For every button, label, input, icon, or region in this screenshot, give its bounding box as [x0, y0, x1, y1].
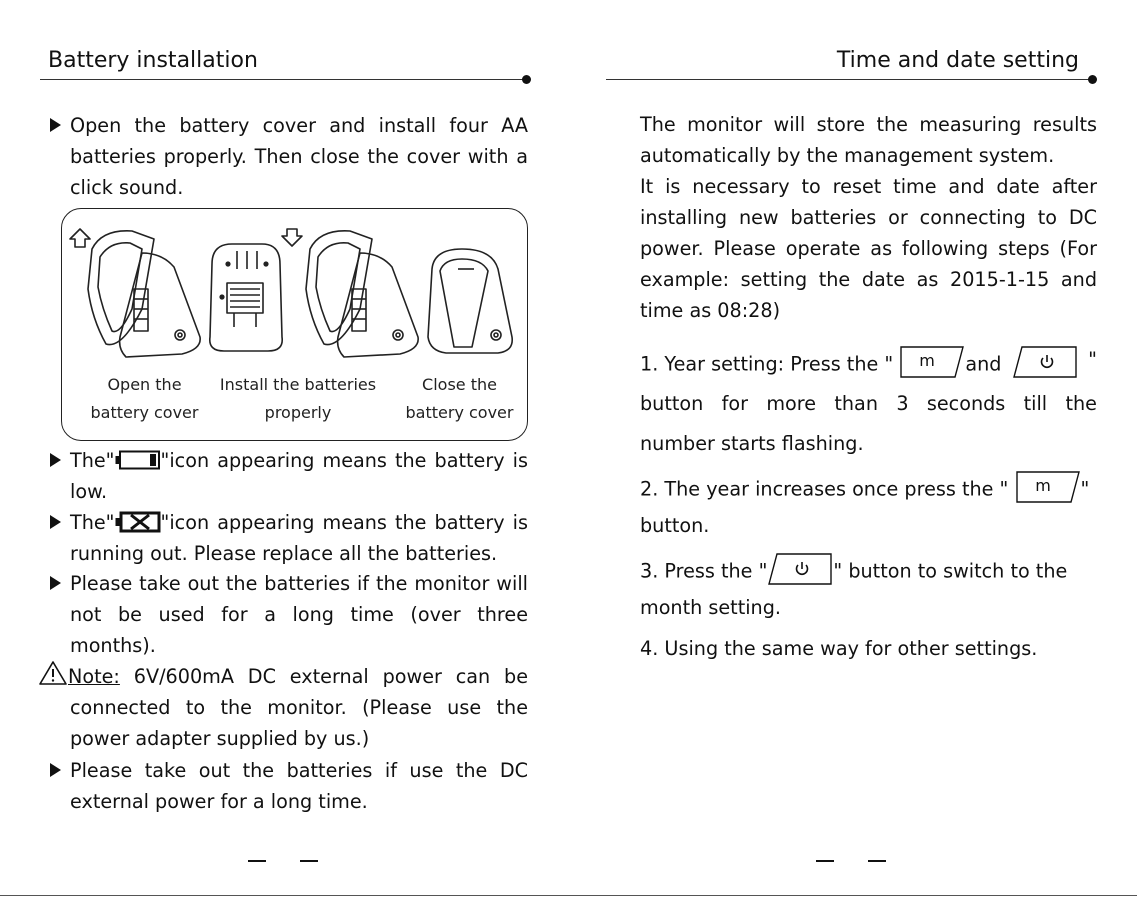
storage-intro-text: The monitor will store the measuring results automatically by the management system.	[640, 113, 1097, 167]
power-icon	[797, 562, 808, 574]
reset-instructions-text: It is necessary to reset time and date after installing new batteries or connecting to DC power. Please operate as following steps (For example: setting the date as 2015-1-15 and time as 08:28)	[640, 175, 1097, 322]
bullet-icon	[50, 515, 61, 529]
step-4-text: 4. Using the same way for other settings.	[640, 637, 1038, 660]
note-body: 6V/600mA DC external power can be connected to the monitor. (Please use the power adapter supplied by us.)	[70, 665, 528, 750]
word: seconds	[926, 392, 1006, 415]
battery-low-icon	[115, 450, 161, 470]
power-key-button	[767, 552, 833, 586]
caption-line: Install the batteries	[219, 375, 377, 394]
step-1-line-2	[640, 392, 1097, 415]
step-2-prefix: 2. The year increases once press the "	[640, 477, 1009, 501]
quote-close: "	[1088, 348, 1097, 371]
battery-installation-title: Battery installation	[48, 48, 258, 73]
battery-empty-icon	[115, 511, 161, 533]
battery-installation-figure	[61, 208, 528, 441]
battery-intro-text: Open the battery cover and install four AA batteries properly. Then close the cover with a click sound.	[70, 114, 528, 199]
caption-line: Open the	[107, 375, 182, 394]
caption-line: battery cover	[90, 403, 199, 422]
m-key-button	[899, 345, 965, 379]
bullet-icon	[50, 763, 61, 777]
battery-empty-description: "icon appearing means the battery is running out. Please replace all the batteries.	[70, 511, 528, 565]
right-page	[580, 0, 1137, 899]
arrow-down-icon	[282, 229, 302, 246]
battery-low-text	[70, 445, 528, 507]
power-key-button	[1012, 345, 1078, 379]
m-key-label: m	[1034, 476, 1051, 495]
caption-line: Close the	[422, 375, 497, 394]
m-key-button	[1015, 470, 1081, 504]
quote-close: "	[1080, 477, 1090, 501]
word: for	[721, 392, 749, 415]
figure-caption-open	[72, 371, 217, 427]
note-label: Note:	[68, 665, 120, 688]
m-key-label: m	[919, 351, 936, 370]
bullet-icon	[50, 453, 61, 467]
caption-line: battery cover	[405, 403, 514, 422]
power-icon	[1041, 355, 1052, 367]
bullet-icon	[50, 118, 61, 132]
word: button	[640, 392, 704, 415]
warning-triangle-icon	[38, 660, 68, 686]
title-rule-dot	[1088, 75, 1097, 84]
step-1-line-1	[640, 348, 1097, 382]
arrow-up-icon	[70, 229, 90, 247]
figure-caption-install	[212, 371, 384, 427]
dc-power-text: Please take out the batteries if use the DC external power for a long time.	[70, 759, 528, 813]
page-number-dash	[868, 860, 886, 862]
step-1-line-3: number starts flashing.	[640, 432, 864, 455]
page-number-dash	[300, 860, 318, 862]
step-1-prefix: 1. Year setting: Press the "	[640, 352, 894, 376]
left-page	[0, 0, 560, 899]
caption-line: properly	[264, 403, 332, 422]
word: 3	[896, 392, 909, 415]
word: till	[1023, 392, 1048, 415]
word: than	[834, 392, 878, 415]
figure-caption-close	[392, 371, 527, 427]
title-rule-dot	[522, 75, 531, 84]
quote-open: The"	[70, 449, 115, 472]
title-rule	[606, 79, 1094, 80]
step-2-line-2: button.	[640, 514, 710, 537]
bullet-icon	[50, 576, 61, 590]
word: more	[766, 392, 817, 415]
step-3-prefix: 3. Press the "	[640, 559, 768, 583]
battery-empty-text	[70, 507, 528, 569]
and-word: and	[965, 352, 1002, 376]
time-date-setting-title: Time and date setting	[836, 48, 1079, 73]
page-number-dash	[816, 860, 834, 862]
step-3-line-1	[640, 555, 1097, 589]
title-rule	[40, 79, 526, 80]
step-2-line-1	[640, 473, 1097, 507]
battery-low-description: "icon appearing means the battery is low.	[70, 449, 528, 503]
long-time-text: Please take out the batteries if the monitor will not be used for a long time (over three months).	[70, 572, 528, 657]
note-text	[70, 661, 528, 754]
step-3-line-2: month setting.	[640, 596, 781, 619]
word: the	[1065, 392, 1097, 415]
step-3-suffix: " button to switch to the	[833, 559, 1068, 583]
page-bottom-border	[0, 895, 1137, 896]
page-number-dash	[248, 860, 266, 862]
quote-open: The"	[70, 511, 115, 534]
